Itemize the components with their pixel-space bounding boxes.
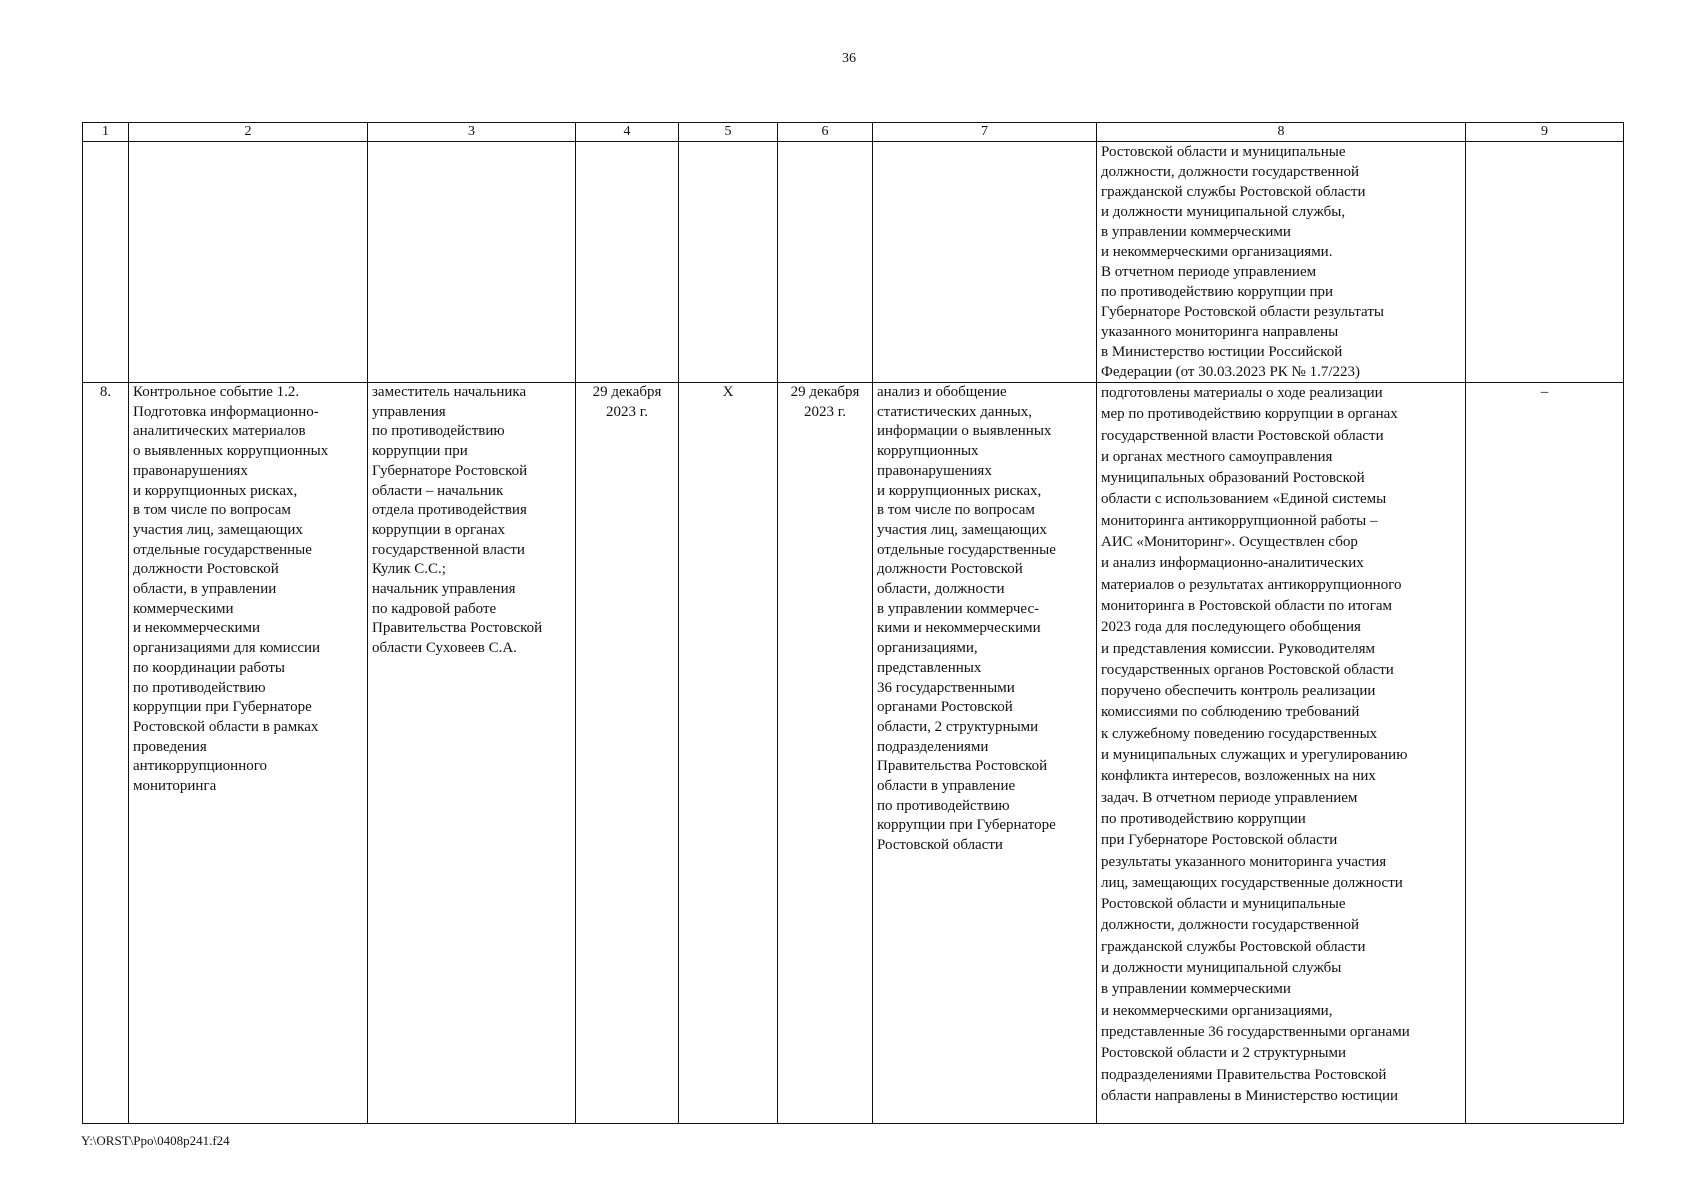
text-line: области Суховеев С.А.: [372, 640, 517, 657]
text-line: Подготовка информационно-: [133, 403, 319, 420]
cont-cell-1: [83, 142, 129, 383]
col9-dash-cell: –: [1466, 383, 1624, 1124]
text-line: представленные 36 государственными органами: [1101, 1023, 1410, 1040]
column-header-8: 8: [1097, 123, 1466, 142]
text-line: по противодействию: [133, 679, 266, 696]
text-line: в управлении коммерчес-: [877, 600, 1040, 617]
text-line: и некоммерческими: [133, 620, 261, 637]
text-line: подразделениями: [877, 738, 989, 755]
text-line: в управлении коммерческими: [1101, 224, 1291, 240]
text-line: и органах местного самоуправления: [1101, 448, 1333, 465]
text-line: и представления комиссии. Руководителям: [1101, 640, 1375, 657]
text-line: органами Ростовской: [877, 699, 1013, 716]
text-line: мониторинга: [133, 778, 217, 795]
text-line: 2023 г.: [606, 403, 648, 420]
text-line: коррупционных: [877, 443, 979, 460]
text-line: Кулик С.С.;: [372, 561, 446, 578]
cont-cell-9: [1466, 142, 1624, 383]
text-line: правонарушениях: [877, 462, 992, 479]
text-line: 29 декабря: [592, 384, 662, 400]
text-line: АИС «Мониторинг». Осуществлен сбор: [1101, 534, 1358, 551]
column-header-4: 4: [576, 123, 679, 142]
column-header-2: 2: [129, 123, 368, 142]
text-line: анализ и обобщение: [877, 384, 1007, 400]
text-line: 29 декабря: [790, 384, 860, 400]
column-header-7: 7: [873, 123, 1097, 142]
text-line: в том числе по вопросам: [877, 502, 1035, 519]
text-line: области направлены в Министерство юстиции: [1101, 1087, 1399, 1104]
cont-cell-4: [576, 142, 679, 383]
text-line: по противодействию: [372, 423, 505, 440]
text-line: антикоррупционного: [133, 758, 268, 775]
text-line: кими и некоммерческими: [877, 620, 1041, 637]
text-line: области, 2 структурными: [877, 718, 1039, 735]
text-line: статистических данных,: [877, 403, 1032, 420]
column-number-header-row: [83, 123, 1624, 142]
text-line: заместитель начальника: [372, 384, 527, 400]
column-header-1: 1: [83, 123, 129, 142]
footer-file-path: Y:\ORST\Ppo\0408p241.f24: [81, 1133, 230, 1148]
cont-cell-2: [129, 142, 368, 383]
text-line: к служебному поведению государственных: [1101, 725, 1378, 742]
text-line: начальник управления: [372, 581, 516, 598]
text-line: Правительства Ростовской: [372, 620, 543, 637]
text-line: должности, должности государственной: [1101, 164, 1360, 180]
text-line: правонарушениях: [133, 462, 248, 479]
text-line: коррупции в органах: [372, 521, 506, 538]
text-line: материалов о результатах антикоррупционного: [1101, 576, 1402, 593]
column-header-6: 6: [778, 123, 873, 142]
text-line: Губернаторе Ростовской области результаты: [1101, 304, 1384, 320]
text-line: Федерации (от 30.03.2023 РК № 1.7/223): [1101, 364, 1361, 380]
text-line: и муниципальных служащих и урегулированию: [1101, 747, 1408, 764]
text-line: управления: [372, 403, 446, 420]
text-line: мер по противодействию коррупции в органах: [1101, 406, 1398, 423]
text-line: по противодействию: [877, 797, 1010, 814]
column-header-9: 9: [1466, 123, 1624, 142]
text-line: Ростовской области и 2 структурными: [1101, 1045, 1347, 1062]
text-line: и коррупционных рисках,: [133, 482, 298, 499]
column-header-3: 3: [368, 123, 576, 142]
text-line: в том числе по вопросам: [133, 502, 291, 519]
text-line: и некоммерческими организациями.: [1101, 244, 1333, 260]
column-header-5: 5: [679, 123, 778, 142]
text-line: в Министерство юстиции Российской: [1101, 344, 1343, 360]
text-line: отдела противодействия: [372, 502, 527, 519]
text-line: проведения: [133, 738, 207, 755]
text-line: и должности муниципальной службы,: [1101, 204, 1346, 220]
text-line: В отчетном периоде управлением: [1101, 264, 1317, 280]
text-line: подразделениями Правительства Ростовской: [1101, 1066, 1387, 1083]
text-line: и анализ информационно-аналитических: [1101, 555, 1364, 572]
actual-result-cell: [1097, 383, 1466, 1124]
text-line: по противодействию коррупции при: [1101, 284, 1334, 300]
cont-cell-5: [679, 142, 778, 383]
text-line: области в управление: [877, 778, 1016, 795]
text-line: по противодействию коррупции: [1101, 810, 1306, 827]
text-line: по координации работы: [133, 659, 286, 676]
text-line: Ростовской области: [877, 837, 1003, 854]
text-line: 36 государственными: [877, 679, 1015, 696]
text-line: при Губернаторе Ростовской области: [1101, 832, 1338, 849]
text-line: муниципальных образований Ростовской: [1101, 470, 1365, 487]
text-line: результаты указанного мониторинга участия: [1101, 853, 1387, 870]
text-line: конфликта интересов, возложенных на них: [1101, 768, 1376, 785]
text-line: в управлении коммерческими: [1101, 981, 1291, 998]
text-line: коррупции при Губернаторе: [877, 817, 1056, 834]
cont-cell-result: [1097, 142, 1466, 383]
table-row-continuation: [83, 142, 1624, 383]
text-line: должности Ростовской: [133, 561, 279, 578]
text-line: Ростовской области и муниципальные: [1101, 896, 1346, 913]
report-table: [82, 122, 1624, 1124]
cont-cell-7: [873, 142, 1097, 383]
text-line: Правительства Ростовской: [877, 758, 1048, 775]
text-line: участия лиц, замещающих: [877, 521, 1047, 538]
event-name-cell: [129, 383, 368, 1124]
text-line: мониторинга в Ростовской области по итогам: [1101, 597, 1393, 614]
text-line: должности Ростовской: [877, 561, 1023, 578]
text-line: о выявленных коррупционных: [133, 443, 329, 460]
text-line: указанного мониторинга направлены: [1101, 324, 1339, 340]
text-line: должности, должности государственной: [1101, 917, 1360, 934]
text-line: области, должности: [877, 581, 1005, 598]
text-line: отдельные государственные: [877, 541, 1056, 558]
text-line: комиссиями по соблюдению требований: [1101, 704, 1360, 721]
text-line: Ростовской области в рамках: [133, 718, 319, 735]
text-line: и коррупционных рисках,: [877, 482, 1042, 499]
text-line: и некоммерческими организациями,: [1101, 1002, 1333, 1019]
text-line: государственной власти: [372, 541, 525, 558]
text-line: области с использованием «Единой системы: [1101, 491, 1387, 508]
text-line: подготовлены материалы о ходе реализации: [1101, 385, 1383, 401]
text-line: поручено обеспечить контроль реализации: [1101, 683, 1376, 700]
text-line: гражданской службы Ростовской области: [1101, 938, 1366, 955]
text-line: и должности муниципальной службы: [1101, 960, 1342, 977]
text-line: области – начальник: [372, 482, 504, 499]
text-line: представленных: [877, 659, 982, 676]
cont-cell-6: [778, 142, 873, 383]
text-line: государственной власти Ростовской области: [1101, 427, 1384, 444]
text-line: по кадровой работе: [372, 600, 497, 617]
text-line: организациями для комиссии: [133, 640, 321, 657]
page-number: 36: [842, 51, 856, 66]
text-line: информации о выявленных: [877, 423, 1052, 440]
text-line: области, в управлении: [133, 581, 277, 598]
planned-date-cell: [576, 383, 679, 1124]
text-line: Контрольное событие 1.2.: [133, 384, 300, 400]
expected-result-cell: [873, 383, 1097, 1124]
table-row-8: [83, 383, 1624, 1124]
text-line: гражданской службы Ростовской области: [1101, 184, 1366, 200]
text-line: государственных органов Ростовской области: [1101, 661, 1394, 678]
text-line: организациями,: [877, 640, 978, 657]
text-line: аналитических материалов: [133, 423, 306, 440]
text-line: участия лиц, замещающих: [133, 521, 303, 538]
responsible-persons-cell: [368, 383, 576, 1124]
text-line: отдельные государственные: [133, 541, 312, 558]
cont-cell-3: [368, 142, 576, 383]
text-line: задач. В отчетном периоде управлением: [1101, 789, 1358, 806]
text-line: коррупции при: [372, 443, 468, 460]
row-number-cell: 8.: [83, 383, 129, 1124]
text-line: коррупции при Губернаторе: [133, 699, 312, 716]
text-line: Губернаторе Ростовской: [372, 462, 528, 479]
text-line: 2023 года для последующего обобщения: [1101, 619, 1361, 636]
actual-date-cell: [778, 383, 873, 1124]
text-line: Ростовской области и муниципальные: [1101, 144, 1346, 160]
text-line: лиц, замещающих государственные должности: [1101, 874, 1403, 891]
text-line: коммерческими: [133, 600, 234, 617]
col5-mark-cell: Х: [679, 383, 778, 1124]
text-line: 2023 г.: [804, 403, 846, 420]
text-line: мониторинга антикоррупционной работы –: [1101, 512, 1378, 529]
